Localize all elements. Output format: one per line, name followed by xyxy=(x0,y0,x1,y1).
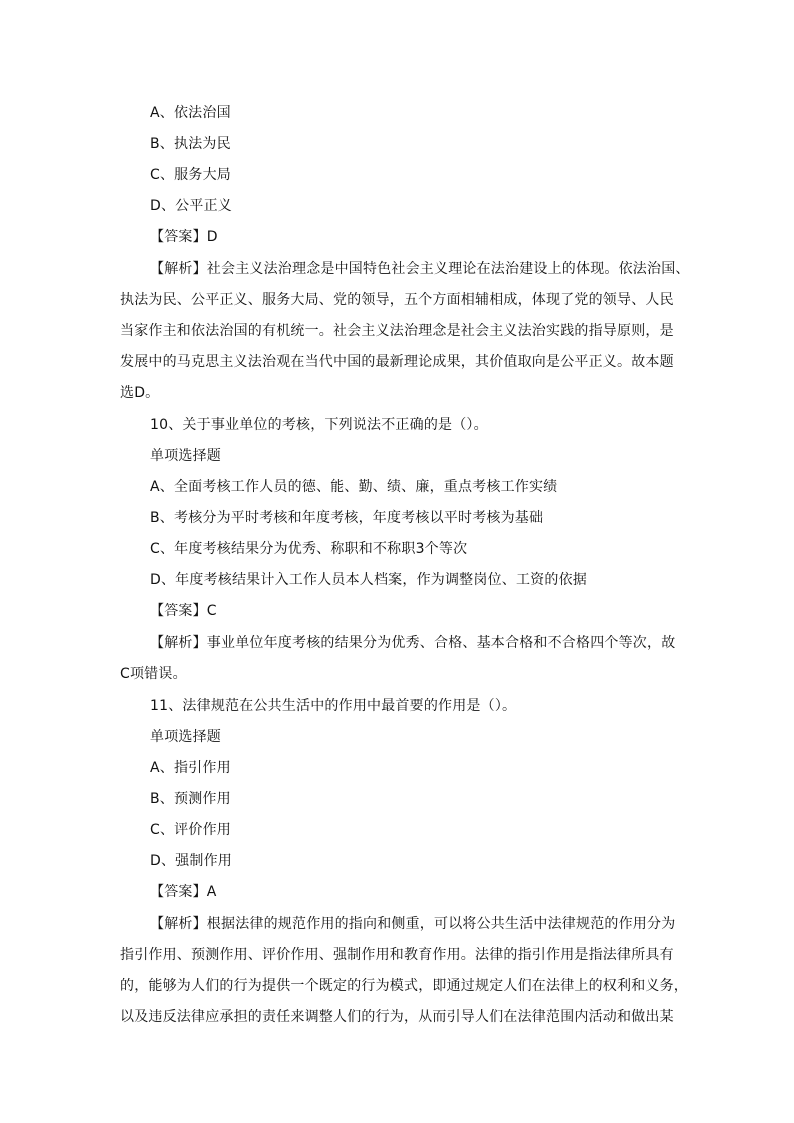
q10-option-b: B、考核分为平时考核和年度考核，年度考核以平时考核为基础 xyxy=(150,510,544,526)
q9-option-d: D、公平正义 xyxy=(150,198,232,214)
q11-type: 单项选择题 xyxy=(150,729,221,745)
q9-analysis-line: 执法为民、公平正义、服务大局、党的领导，五个方面相辅相成，体现了党的领导、人民 xyxy=(120,292,674,308)
q10-option-a: A、全面考核工作人员的德、能、勤、绩、廉，重点考核工作实绩 xyxy=(150,479,558,495)
q10-question: 10、关于事业单位的考核，下列说法不正确的是（）。 xyxy=(150,417,488,433)
q9-analysis-line: 发展中的马克思主义法治观在当代中国的最新理论成果，其价值取向是公平正义。故本题 xyxy=(120,354,674,370)
q11-option-a: A、指引作用 xyxy=(150,760,231,776)
q11-analysis-line: 的，能够为人们的行为提供一个既定的行为模式，即通过规定人们在法律上的权利和义务， xyxy=(120,978,688,994)
q11-question: 11、法律规范在公共生活中的作用中最首要的作用是（）。 xyxy=(150,698,517,714)
q11-option-b: B、预测作用 xyxy=(150,791,231,807)
q9-option-a: A、依法治国 xyxy=(150,105,231,121)
q11-analysis-line: 【解析】根据法律的规范作用的指向和侧重，可以将公共生活中法律规范的作用分为 xyxy=(150,916,676,932)
q11-analysis-line: 指引作用、预测作用、评价作用、强制作用和教育作用。法律的指引作用是指法律所具有 xyxy=(120,947,674,963)
q11-option-c: C、评价作用 xyxy=(150,822,231,838)
q11-answer: 【答案】A xyxy=(150,884,217,900)
q10-analysis-line: C项错误。 xyxy=(120,666,187,682)
q9-option-c: C、服务大局 xyxy=(150,167,231,183)
q10-type: 单项选择题 xyxy=(150,448,221,464)
q11-option-d: D、强制作用 xyxy=(150,853,232,869)
q9-analysis-line: 当家作主和依法治国的有机统一。社会主义法治理念是社会主义法治实践的指导原则，是 xyxy=(120,323,674,339)
q9-answer: 【答案】D xyxy=(150,229,218,245)
q9-analysis-line: 选D。 xyxy=(120,385,160,401)
q10-analysis-line: 【解析】事业单位年度考核的结果分为优秀、合格、基本合格和不合格四个等次，故 xyxy=(150,635,676,651)
q9-analysis-line: 【解析】社会主义法治理念是中国特色社会主义理论在法治建设上的体现。依法治国、 xyxy=(150,261,690,277)
q9-option-b: B、执法为民 xyxy=(150,136,231,152)
q10-answer: 【答案】C xyxy=(150,603,217,619)
q11-analysis-line: 以及违反法律应承担的责任来调整人们的行为，从而引导人们在法律范围内活动和做出某 xyxy=(120,1009,674,1025)
q10-option-d: D、年度考核结果计入工作人员本人档案，作为调整岗位、工资的依据 xyxy=(150,572,587,588)
q10-option-c: C、年度考核结果分为优秀、称职和不称职3个等次 xyxy=(150,541,468,557)
